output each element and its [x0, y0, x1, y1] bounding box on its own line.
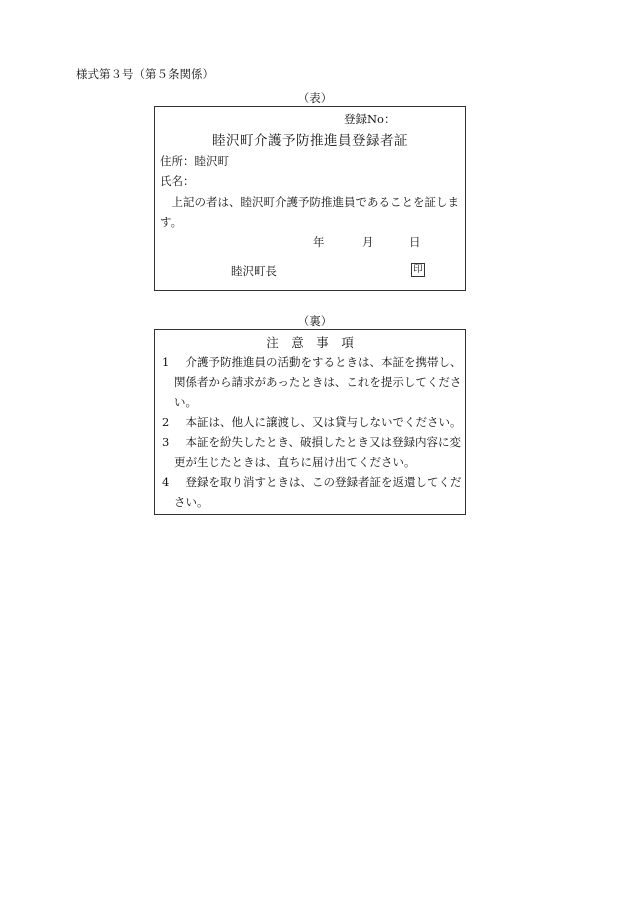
date-year-label: 年 — [313, 235, 325, 249]
certification-text: 上記の者は、睦沢町介護予防推進員であることを証します。 — [160, 195, 459, 229]
seal-mark: 印 — [411, 263, 425, 277]
note-text: 介護予防推進員の活動をするときは、本証を携帯し、関係者から請求があったときは、これを提示してください。 — [174, 355, 462, 409]
back-side-label: （裏） — [297, 314, 333, 328]
date-month-label: 月 — [362, 235, 374, 249]
note-item — [162, 432, 464, 472]
mayor-signature-line: 睦沢町長 — [231, 264, 277, 278]
note-number: 2 — [162, 415, 170, 429]
note-text: 本証を紛失したとき、破損したとき又は登録内容に変更が生じたときは、直ちに届け出てください。 — [174, 435, 462, 469]
registration-card-back — [154, 329, 466, 515]
front-side-label: （表） — [297, 91, 333, 105]
note-text: 登録を取り消すときは、この登録者証を返還してください。 — [174, 475, 462, 509]
note-item — [162, 412, 464, 432]
notes-list — [162, 352, 464, 512]
note-number: 1 — [162, 355, 170, 369]
note-item — [162, 352, 464, 412]
note-item — [162, 472, 464, 512]
name-line: 氏名： — [160, 174, 195, 188]
card-title: 睦沢町介護予防推進員登録者証 — [212, 133, 408, 149]
date-day-label: 日 — [409, 235, 421, 249]
note-number: 3 — [162, 435, 170, 449]
note-text: 本証は、他人に譲渡し、又は貸与しないでください。 — [185, 415, 462, 429]
registration-number-label: 登録No： — [344, 112, 396, 126]
note-number: 4 — [162, 475, 170, 489]
address-line: 住所：睦沢町 — [160, 154, 229, 168]
form-number: 様式第３号（第５条関係） — [76, 67, 214, 81]
registration-card-front — [154, 106, 466, 291]
notes-title: 注 意 事 項 — [266, 335, 354, 350]
